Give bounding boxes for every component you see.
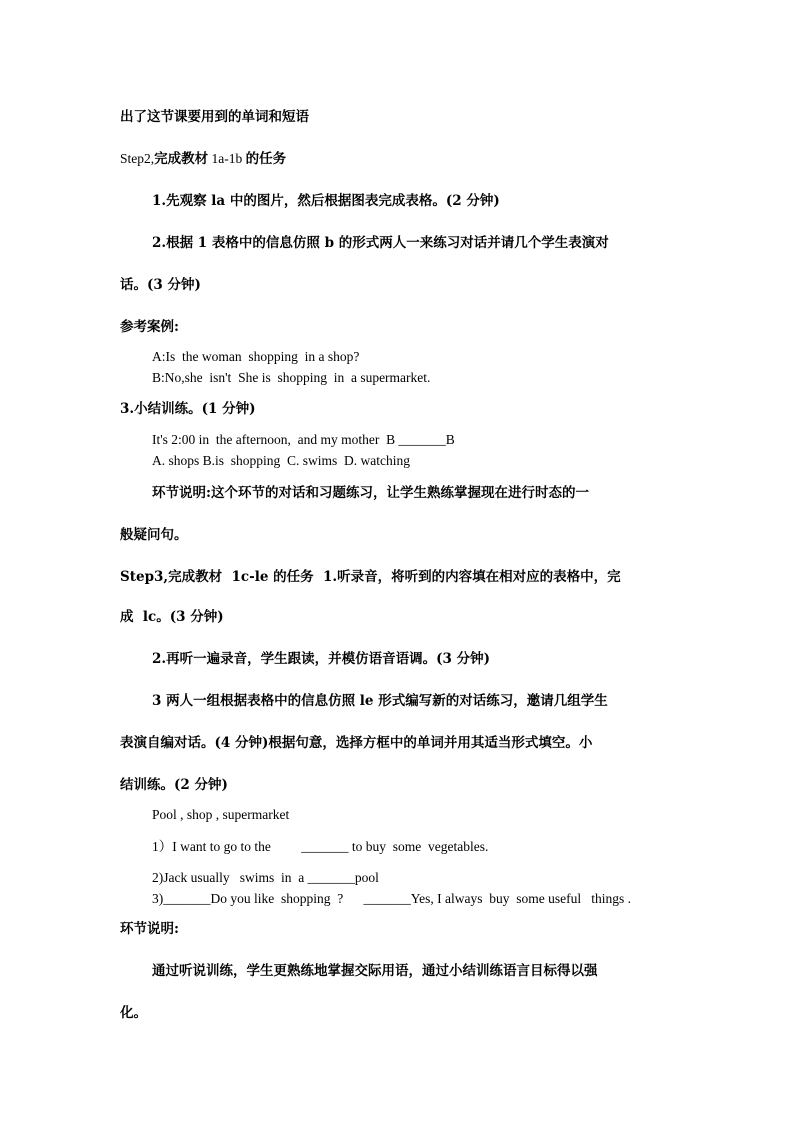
step2-text: 完成教材	[154, 151, 209, 167]
step2-task: 的任务	[245, 151, 287, 167]
step2-item-2-cont: 话。(3 分钟)	[120, 277, 201, 293]
fill-blank-1: 1）I want to go to the _______ to buy some vegetables.	[152, 839, 489, 854]
step3-item-3-cont2: 结训练。(2 分钟)	[120, 777, 228, 793]
example-heading: 参考案例:	[120, 319, 179, 335]
word-box: Pool , shop , supermarket	[152, 807, 290, 822]
step2-item-1: 1.先观察 la 中的图片，然后根据图表完成表格。(2 分钟)	[152, 193, 500, 209]
exercise-question: It's 2:00 in the afternoon, and my mother B _______B	[152, 432, 455, 447]
step3-line: Step3,完成教材 1c-le 的任务 1.听录音，将听到的内容填在相对应的表格中，完	[120, 569, 621, 585]
section-note-2-cont: 化。	[120, 1005, 147, 1021]
step2-label: Step2,	[120, 151, 155, 166]
step3-item-3: 3 两人一组根据表格中的信息仿照 le 形式编写新的对话练习，邀请几组学生	[152, 693, 608, 709]
step2-heading	[120, 150, 286, 168]
section-note-2: 通过听说训练，学生更熟练地掌握交际用语，通过小结训练语言目标得以强	[152, 963, 598, 979]
section-note-2-heading: 环节说明:	[120, 921, 179, 937]
section-note-1-cont: 般疑问句。	[120, 527, 188, 543]
section-note-1: 环节说明:这个环节的对话和习题练习，让学生熟练掌握现在进行时态的一	[152, 485, 589, 501]
exercise-options: A. shops B.is shopping C. swims D. watching	[152, 453, 411, 468]
example-line-b: B:No,she isn't She is shopping in a supermarket.	[152, 370, 431, 385]
summary-training-heading: 3.小结训练。(1 分钟)	[120, 401, 256, 417]
fill-blank-2: 2)Jack usually swims in a _______pool	[152, 870, 379, 885]
step2-item-2: 2.根据 1 表格中的信息仿照 b 的形式两人一来练习对话并请几个学生表演对	[152, 235, 609, 251]
step2-range: 1a-1b	[208, 151, 246, 166]
example-line-a: A:Is the woman shopping in a shop?	[152, 349, 360, 364]
fill-blank-3: 3)_______Do you like shopping ? _______Yes, I always buy some useful things .	[152, 891, 631, 906]
step3-item-3-cont: 表演自编对话。(4 分钟)根据句意，选择方框中的单词并用其适当形式填空。小	[120, 735, 593, 751]
text-line-1: 出了这节课要用到的单词和短语	[120, 109, 309, 125]
step3-line-cont: 成 lc。(3 分钟)	[120, 609, 224, 625]
step3-item-2: 2.再听一遍录音，学生跟读，并模仿语音语调。(3 分钟)	[152, 651, 490, 667]
